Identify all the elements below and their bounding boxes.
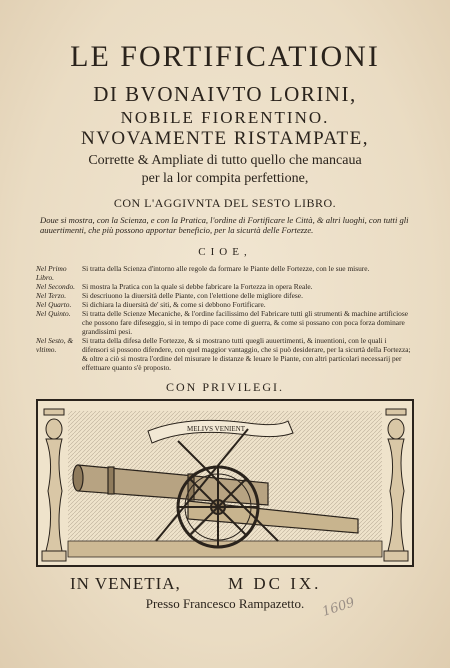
contents-text: Si tratta delle Scienze Mecaniche, & l'ordine facilissimo del Fabricare tutti gli strumenti & machine artificiose che possono fare difeseggio, si in tempo di pace come di guerra, & come si possano con poca forza dominare grandissimi pesi. (82, 309, 409, 337)
title-line-8: Doue si mostra, con la Scienza, e con la Pratica, l'ordine di Fortificare le Città, & altri luoghi, con tutti gli auuertimenti, che più possono apportar beneficio, per la sicurtà delle Fortezze. (40, 215, 409, 236)
contents-label: Nel Secondo. (36, 282, 75, 292)
contents-text: Si tratta della Scienza d'intorno alle regole da formare le Piante delle Fortezze, con le sue misure. (82, 264, 370, 273)
contents-label: Nel Quarto. (36, 300, 72, 310)
title-line-4: NVOVAMENTE RISTAMPATE, (80, 128, 369, 149)
cioe-heading: CIOE, (198, 246, 252, 258)
printer-line: Presso Francesco Rampazetto. (145, 596, 305, 611)
privilege-line: CON PRIVILEGI. (166, 380, 284, 394)
contents-text: Si dichiara la diuersità de' siti, & come si debbono Fortificare. (82, 300, 266, 310)
contents-text: Si descriuono la diuersità delle Piante, con l'elettione delle migliore difese. (82, 291, 303, 301)
imprint-year: M DC IX. (228, 574, 322, 593)
contents-label: Nel Quinto. (36, 309, 71, 319)
title-line-2: DI BVONAIVTO LORINI, (93, 82, 357, 106)
contents-row (36, 291, 414, 300)
title-line-5: Corrette & Ampliate di tutto quello che mancaua (88, 153, 362, 168)
contents-label: Nel Primo Libro. (36, 264, 67, 283)
contents-row (36, 264, 414, 282)
title-line-6: per la lor compita perfettione, (141, 171, 309, 186)
contents-row (36, 336, 414, 372)
contents-list (36, 264, 414, 372)
contents-label: Nel Sesto, & vltimo. (36, 336, 74, 355)
imprint-place: IN VENETIA, (70, 574, 181, 593)
title-line-7: CON L'AGGIVNTA DEL SESTO LIBRO. (113, 196, 337, 210)
contents-row (36, 309, 414, 336)
contents-text: Si tratta della difesa delle Fortezze, & si mostrano tutti quegli auuertimenti, & inuentioni, con le quali i difensori si possono difendere, con quel maggior vantaggio, che si può desiderare, per la sicurtà della Fortezza; & oltre a ciò si mostra l'ordine del misurare le distanze & leuare le Piante, con altri particolari necessarij per effettuare quanto s'è proposto. (82, 336, 411, 373)
contents-label: Nel Terzo. (36, 291, 67, 301)
contents-text: Si mostra la Pratica con la quale si debbe fabricare la Fortezza in opera Reale. (82, 282, 313, 292)
title-line-1: LE FORTIFICATIONI (70, 40, 380, 73)
printers-device-woodcut (36, 399, 414, 567)
cannon-device-image (38, 401, 412, 565)
title-line-3: NOBILE FIORENTINO. (120, 108, 330, 127)
wheel-icon (178, 467, 258, 547)
handwritten-note: 1609 (320, 595, 357, 620)
banner-motto: MELIVS VENIENT (186, 425, 246, 433)
contents-row (36, 300, 414, 309)
contents-row (36, 282, 414, 291)
